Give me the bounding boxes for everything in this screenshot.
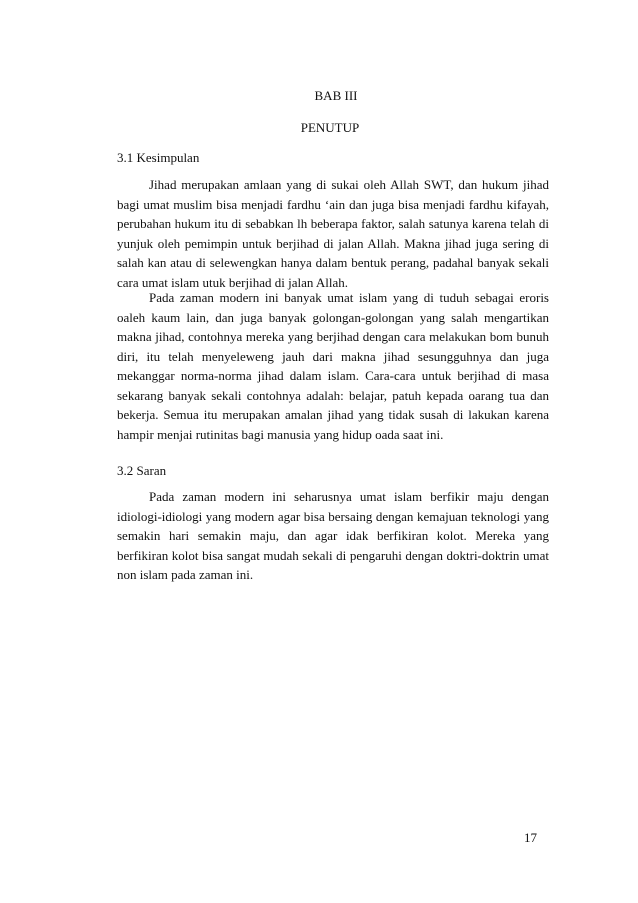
page-number: 17 xyxy=(524,830,537,845)
section-heading-saran: 3.2 Saran xyxy=(117,463,167,478)
section-heading-kesimpulan: 3.1 Kesimpulan xyxy=(117,150,200,165)
paragraph-kesimpulan-1: Jihad merupakan amlaan yang di sukai oleh Allah SWT, dan hukum jihad bagi umat muslim bisa menjadi fardhu ‘ain dan juga bisa menjadi fardhu kifayah, perubahan hukum itu di sebabkan lh beberapa faktor, salah satunya karena telah di yunjuk oleh pemimpin untuk berjihad di jalan Allah. Makna jihad juga sering di salah kan atau di selewengkan hanya dalam bentuk perang, padahal banyak sekali cara umat islam utuk berjihad di jalan Allah. xyxy=(117,177,549,290)
paragraph-kesimpulan-2: Pada zaman modern ini banyak umat islam yang di tuduh sebagai eroris oaleh kaum lain, dan juga banyak golongan-golongan yang salah mengartikan makna jihad, contohnya mereka yang berjihad dengan cara melakukan bom bunuh diri, itu telah menyeleweng jauh dari makna jihad sesungguhnya dan juga mekanggar norma-norma jihad dalam islam. Cara-cara untuk berjihad di masa sekarang banyak sekali contohnya adalah: belajar, patuh kepada oarang tua dan bekerja. Semua itu merupakan amalan jihad yang tidak susah di lakukan karena hampir menjai rutinitas bagi manusia yang hidup oada saat ini. xyxy=(117,290,549,442)
chapter-title: PENUTUP xyxy=(300,120,360,135)
chapter-number: BAB III xyxy=(314,88,358,103)
paragraph-saran-1: Pada zaman modern ini seharusnya umat islam berfikir maju dengan idiologi-idiologi yang modern agar bisa bersaing dengan kemajuan teknologi yang semakin hari semakin maju, dan agar idak berfikiran kolot. Mereka yang berfikiran kolot bisa sangat mudah sekali di pengaruhi dengan doktri-doktrin umat non islam pada zaman ini. xyxy=(117,489,549,582)
